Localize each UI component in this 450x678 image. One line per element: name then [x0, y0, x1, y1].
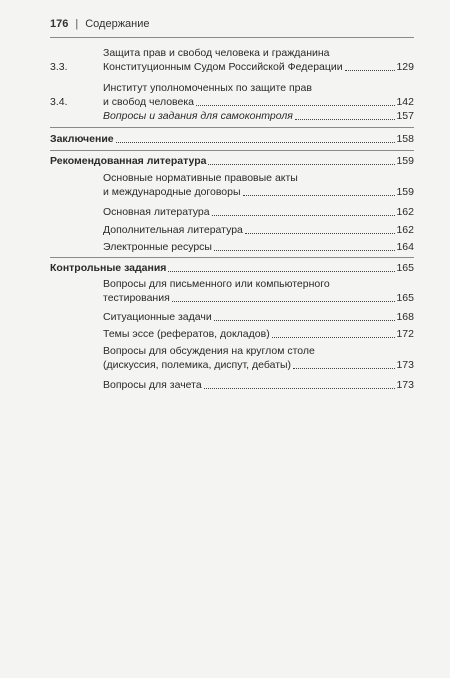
dot-leader — [172, 301, 396, 302]
toc-entry-main-literature — [50, 205, 414, 219]
header-section-title: Содержание — [85, 18, 150, 30]
toc-entry-recommended-literature — [50, 154, 414, 168]
entry-title-line: Вопросы для письменного или компьютерного — [103, 278, 330, 290]
section-rule — [50, 150, 414, 151]
dot-leader — [208, 164, 395, 165]
page-ref: 159 — [396, 155, 414, 167]
entry-title-line: (дискуссия, полемика, диспут, дебаты) — [103, 359, 292, 371]
page-ref: 162 — [396, 224, 414, 236]
page-ref: 172 — [396, 328, 414, 340]
entry-title-line: Защита прав и свобод человека и гражданина — [103, 47, 330, 59]
entry-title: Основная литература — [103, 206, 210, 218]
entry-title-line: Конституционным Судом Российской Федерации — [103, 61, 343, 73]
page-ref: 173 — [396, 359, 414, 371]
dot-leader — [196, 105, 395, 106]
toc-entry-normative-acts — [50, 171, 414, 199]
page-ref: 164 — [396, 241, 414, 253]
dot-leader — [245, 233, 396, 234]
page-ref: 173 — [396, 379, 414, 391]
dot-leader — [204, 388, 396, 389]
chapter-title: Контрольные задания — [50, 262, 167, 274]
toc-entry-electronic-resources — [50, 240, 414, 254]
dot-leader — [345, 70, 396, 71]
section-number: 3.3. — [50, 61, 68, 73]
entry-title-line: Институт уполномоченных по защите прав — [103, 82, 312, 94]
section-rule — [50, 257, 414, 258]
page-ref: 142 — [396, 96, 414, 108]
toc-entry-essay-topics — [50, 327, 414, 341]
toc-entry-control-tasks — [50, 261, 414, 275]
running-header — [50, 18, 150, 30]
entry-title: Темы эссе (рефератов, докладов) — [103, 328, 270, 340]
toc-entry-credit-questions — [50, 378, 414, 392]
toc-entry-self-control — [50, 109, 414, 123]
page-ref: 158 — [396, 133, 414, 145]
page-ref: 165 — [396, 262, 414, 274]
entry-title-line: тестирования — [103, 292, 170, 304]
entry-title: Вопросы для зачета — [103, 379, 202, 391]
entry-title: Вопросы и задания для самоконтроля — [103, 110, 293, 122]
toc-entry-additional-literature — [50, 223, 414, 237]
toc-entry-3-3 — [50, 46, 414, 74]
dot-leader — [214, 250, 396, 251]
entry-title: Электронные ресурсы — [103, 241, 212, 253]
dot-leader — [243, 195, 396, 196]
entry-title-line: Вопросы для обсуждения на круглом столе — [103, 345, 315, 357]
chapter-title: Заключение — [50, 133, 114, 145]
section-number: 3.4. — [50, 96, 68, 108]
toc-entry-3-4 — [50, 81, 414, 109]
entry-title: Дополнительная литература — [103, 224, 243, 236]
chapter-title: Рекомендованная литература — [50, 155, 207, 167]
dot-leader — [214, 320, 396, 321]
toc-entry-round-table-questions — [50, 344, 414, 372]
dot-leader — [293, 368, 395, 369]
entry-title-line: и международные договоры — [103, 186, 241, 198]
page-ref: 162 — [396, 206, 414, 218]
page-number: 176 — [50, 18, 69, 30]
dot-leader — [212, 215, 396, 216]
entry-title-line: и свобод человека — [103, 96, 195, 108]
page-ref: 168 — [396, 311, 414, 323]
dot-leader — [168, 271, 395, 272]
toc-entry-conclusion — [50, 132, 414, 146]
page-ref: 129 — [396, 61, 414, 73]
entry-title: Ситуационные задачи — [103, 311, 212, 323]
page-ref: 159 — [396, 186, 414, 198]
toc-entry-case-tasks — [50, 310, 414, 324]
section-rule — [50, 127, 414, 128]
toc-entry-testing-questions — [50, 277, 414, 305]
page-ref: 165 — [396, 292, 414, 304]
header-rule — [50, 37, 414, 38]
dot-leader — [116, 142, 396, 143]
dot-leader — [272, 337, 396, 338]
page-ref: 157 — [396, 110, 414, 122]
header-divider: | — [75, 18, 79, 30]
dot-leader — [295, 119, 396, 120]
entry-title-line: Основные нормативные правовые акты — [103, 172, 298, 184]
